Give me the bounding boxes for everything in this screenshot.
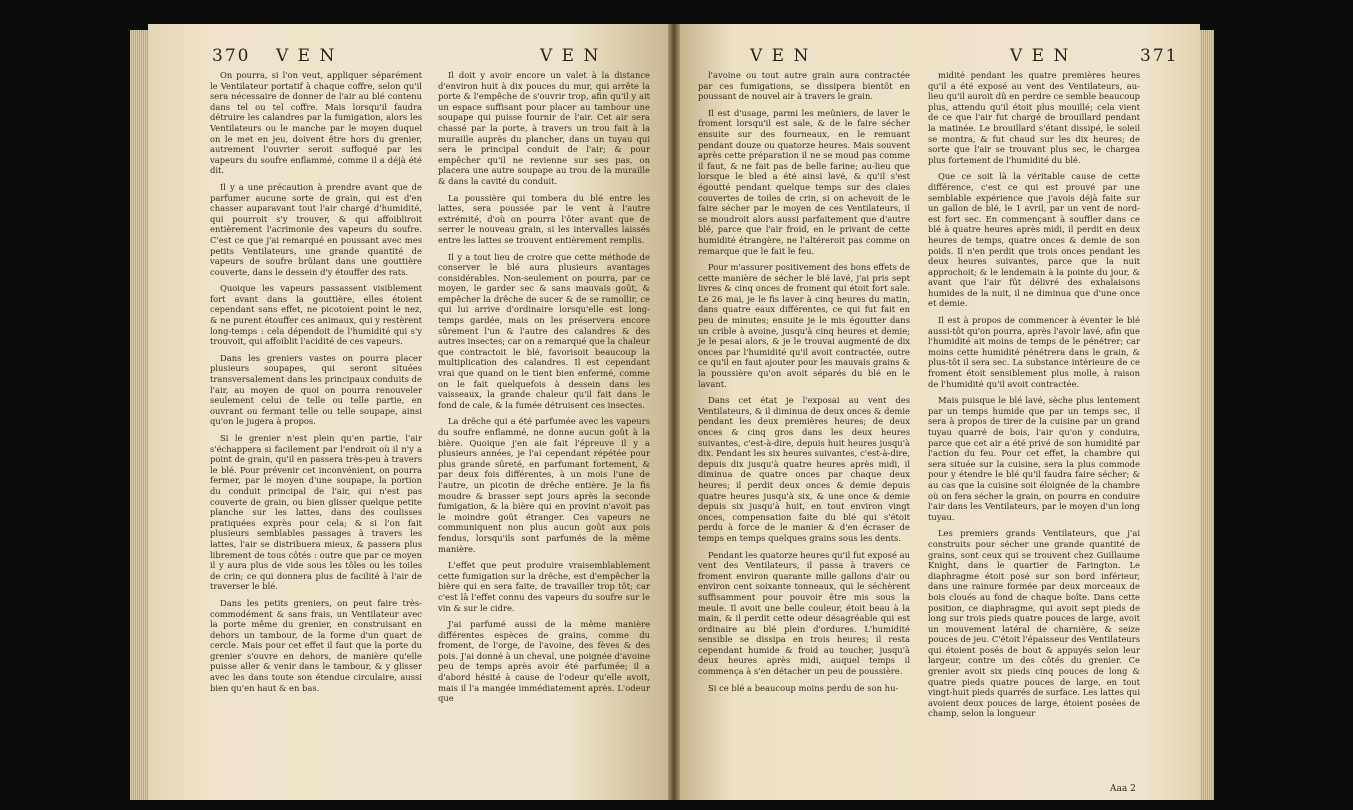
paragraph: Si ce blé a beaucoup moins perdu de son hu- <box>708 682 899 693</box>
paragraph: Dans les petits greniers, on peut faire très-commodément & sans frais, un Ventilateur avec la porte même du grenier, en construisant en dehors un tambour, de la forme d'un quart de cercle. Mais pour cet effet il faut que la porte du grenier s'ouvre en dehors, de manière qu'elle puisse aller & venir dans le tambour, & y glisser avec les dans toute son étendue circulaire, aussi bien qu'en haut & en bas. <box>210 597 422 693</box>
right-page-number: 371 <box>1140 46 1179 66</box>
paragraph: Il y a tout lieu de croire que cette méthode de conserver le blé aura plusieurs avantages considérables. Non-seulement on pourra, par ce moyen, le garder sec & sans mauvais goût, & empêcher la drêche de sucer & de se ramollir, ce qui lui arrive d'ordinaire lorsqu'elle est long-temps gardée, mais on les préservera encore sûrement l'un & l'autre des calandres & des autres insectes; car on a remarqué que la chaleur que contractoit le blé, favorisoit beaucoup la multiplication des calandres. Il est cependant vrai que quand on le tient bien enfermé, comme on le fait quelquefois à dessein dans les vaisseaux, la grande chaleur qu'il fait dans le fond de cale, & la fumée détruisent ces insectes. <box>438 251 650 410</box>
catchword: Aaa 2 <box>1110 784 1136 794</box>
page-edges-left <box>130 30 148 800</box>
paragraph: midité pendant les quatre premières heures qu'il a été exposé au vent des Ventilateurs, au-lieu qu'il auroit dû en perdre ce semble beaucoup plus, attendu qu'il étoit plus mouillé; cela vient de ce que l'air fut chargé de brouillard pendant la matinée. Le brouillard s'étant dissipé, le soleil se montra, & fut chaud sur les dix heures; de sorte que l'air se trouvant plus sec, le chargea plus fortement de l'humidité du blé. <box>928 70 1140 165</box>
paragraph: Si le grenier n'est plein qu'en partie, l'air s'échappera si facilement par l'endroit où il n'y a point de grain, qu'il en passera très-peu à travers le blé. Pour prévenir cet inconvénient, on pourra fermer, par le moyen d'une soupape, la portion du conduit principal de l'air, qui n'est pas couverte de grain, ou bien glisser quelque petite planche sur les lattes, dans des coulisses pratiquées exprès pour cela; & si l'on fait plusieurs semblables passages à travers les lattes, l'air se distribuera mieux, & passera plus librement de tous côtés : outre que par ce moyen il y aura plus de vide sous les tôles ou les toiles de crin; ce qui donnera plus de facilité à l'air de traverser le blé. <box>210 433 422 592</box>
open-book <box>148 24 1200 800</box>
left-running-head-2: V E N <box>540 46 601 66</box>
paragraph: Il est à propos de commencer à éventer le blé aussi-tôt qu'on pourra, après l'avoir lavé, afin que l'humidité ait moins de temps de le pénétrer; car moins cette humidité pénétrera dans le grain, & plus-tôt il sera sec. La substance intérieure de ce froment étoit sensiblement plus molle, à raison de l'humidité qu'il avoit contractée. <box>928 315 1140 389</box>
paragraph: J'ai parfumé aussi de la même manière différentes espèces de grains, comme du froment, de l'orge, de l'avoine, des fèves & des pois. J'ai donné à un cheval, une poignée d'avoine peu de temps après avoir été parfumée; il a d'abord hésité à cause de l'odeur qu'elle avoit, mais il l'a mangée immédiatement après. L'odeur que <box>438 619 650 704</box>
paragraph: Quoique les vapeurs passassent visiblement fort avant dans la gouttière, elles étoient cependant sans effet, ne picotoient point le nez, & ne purent étouffer ces animaux, qui y restèrent long-temps : cela dépendoit de l'humidité qui s'y trouvoit, qui affoiblit l'acidité de ces vapeurs. <box>210 283 422 347</box>
book-gutter <box>668 24 680 800</box>
left-column-1 <box>210 70 422 699</box>
paragraph: Dans les greniers vastes on pourra placer plusieurs soupapes, qui seront situées transversalement dans les principaux conduits de l'air, au moyen de quoi on pourra renouveler seulement celui de telle ou telle partie, en ouvrant ou fermant telle ou telle soupape, ainsi qu'on le jugera à propos. <box>210 352 422 427</box>
paragraph: l'avoine ou tout autre grain aura contractée par ces fumigations, se dissipera bientôt en poussant de nouvel air à travers le grain. <box>698 70 910 102</box>
paragraph: Il doit y avoir encore un valet à la distance d'environ huit à dix pouces du mur, qui arrête la porte & l'empêche de s'ouvrir trop, afin qu'il y ait un espace suffisant pour placer au tambour une soupape qui puisse fournir de l'air. Cet air sera chassé par la porte, à travers un trou fait à la muraille auprès du plancher, dans un tuyau qui sera le principal conduit de l'air; & pour empêcher qu'il ne revienne sur ses pas, on placera une autre soupape au trou de la muraille & dans la cavité du conduit. <box>438 70 650 186</box>
paragraph: Que ce soit là la véritable cause de cette différence, c'est ce qui est prouvé par une semblable expérience que j'avois déjà faite sur un gallon de blé, le 1 avril, par un vent de nord-est fort sec. En commençant à souffler dans ce blé à quatre heures après midi, il perdit en deux heures de temps, quatre onces & demie de son poids. Il n'en perdit que trois onces pendant les deux heures suivantes, parce que la nuit approchoit; & le lendemain à la pointe du jour, & avant que l'air fût délivré des exhalaisons humides de la nuit, il ne diminua que d'une once et demie. <box>928 171 1140 309</box>
paragraph: Mais puisque le blé lavé, sèche plus lentement par un temps humide que par un temps sec, il sera à propos de tirer de la cuisine par un grand tuyau quarré de bois, l'air qu'on y conduira, parce que cet air a été privé de son humidité par l'action du feu. Pour cet effet, la chambre qui sera située sur la cuisine, sera la plus commode pour y étendre le blé qu'il faudra faire sécher; & au cas que la cuisine soit éloignée de la chambre où on fera sécher la grain, on pourra en conduire l'air dans les Ventilateurs, par le moyen d'un long tuyau. <box>928 395 1140 522</box>
right-running-head-2: V E N <box>1010 46 1071 66</box>
left-page-number: 370 <box>212 46 251 66</box>
right-column-2 <box>928 70 1140 725</box>
paragraph: La drêche qui a été parfumée avec les vapeurs du soufre enflammé, ne donne aucun goût à la bière. Quoique j'en aie fait l'épreuve il y a plusieurs années, je l'ai cependant répétée pour plus grande sûreté, en parfumant fortement, & par deux fois différentes, à un mois l'une de l'autre, un picotin de drêche entière. Je la fis moudre & brasser sept jours après la seconde fumigation, & la bière qui en provint n'avoit pas le moindre goût étranger. Ces vapeurs ne communiquent non plus aucun goût aux pois fendus, lorsqu'ils sont parfumés de la même manière. <box>438 416 650 554</box>
right-column-1 <box>698 70 910 699</box>
paragraph: Les premiers grands Ventilateurs, que j'ai construits pour sécher une grande quantité de grains, sont ceux qui se trouvent chez Guillaume Knight, dans le quartier de Farington. Le diaphragme étoit posé sur son bord inférieur, dans une rainure formée par deux morceaux de bois cloués au fond de chaque boîte. Dans cette position, ce diaphragme, qui avoit sept pieds de long sur trois pieds quatre pouces de large, avoit un mouvement latéral de charnière, & seize pouces de jeu. C'étoit l'épaisseur des Ventilateurs qui étoient posés de bout & appuyés selon leur largeur, contre un des côtés du grenier. Ce grenier avoit six pieds cinq pouces de long & quatre pieds quatre pouces de large, en tout vingt-huit pieds quarrés de surface. Les lattes qui avoient deux pouces de large, étoient posées de champ, selon la longueur <box>928 528 1140 719</box>
right-page <box>680 24 1200 800</box>
paragraph: La poussière qui tombera du blé entre les lattes, sera poussée par le vent à l'autre extrémité, d'où on pourra l'ôter avant que de serrer le nouveau grain, si les intervalles laissés entre les lattes se trouvent entièrement remplis. <box>438 192 650 245</box>
paragraph: On pourra, si l'on veut, appliquer séparément le Ventilateur portatif à chaque coffre, selon qu'il sera nécessaire de donner de l'air au blé contenu dans tel ou tel coffre. Mais lorsqu'il faudra détruire les calandres par la fumigation, alors les Ventilateurs ou le manche par le moyen duquel on le met en jeu, doivent être hors du grenier, autrement l'ouvrier seroit suffoqué par les vapeurs du soufre enflammé, comme il a déjà été dit. <box>210 70 422 176</box>
left-running-head-1: V E N <box>276 46 337 66</box>
paragraph: Il est d'usage, parmi les meûniers, de laver le froment lorsqu'il est sale, & de le faire sécher ensuite sur des fourneaux, en le remuant pendant douze ou quatorze heures. Mais souvent après cette préparation il ne se moud pas comme il faut, & ne fait pas de belle farine; au-lieu que lorsque le bled a été ainsi lavé, & qu'il s'est égoutté pendant quelque temps sur des claies couvertes de toiles de crin, si on achevoit de le faire sécher par le moyen de ces Ventilateurs, il se moudroit alors aussi parfaitement que d'autre blé, parce que l'air froid, en le privant de cette humidité étrangère, ne l'altéreroit pas comme on remarque que le fait le feu. <box>698 107 910 256</box>
paragraph: Il y a une précaution à prendre avant que de parfumer aucune sorte de grain, qui est d'en chasser auparavant tout l'air chargé d'humidité, qui pourroit s'y trouver, & qui affoibliroit entièrement l'acrimonie des vapeurs du soufre. C'est ce que j'ai remarqué en poussant avec mes petits Ventilateurs, une grande quantité de vapeurs de soufre brûlant dans une gouttière couverte, dans le dessein d'y étouffer des rats. <box>210 181 422 277</box>
paragraph: L'effet que peut produire vraisemblablement cette fumigation sur la drêche, est d'empêcher la bière qui en sera faite, de travailler trop tôt; car c'est là l'effet connu des vapeurs du soufre sur le vin & sur le cidre. <box>438 560 650 613</box>
right-running-head-1: V E N <box>750 46 811 66</box>
page-edges-right <box>1200 30 1214 800</box>
left-page <box>148 24 668 800</box>
paragraph: Pour m'assurer positivement des bons effets de cette manière de sécher le blé lavé, j'ai pris sept livres & cinq onces de froment qui étoit fort sale. Le 26 mai, je le fis laver à cinq heures du matin, dans quatre eaux différentes, ce qui fut fait en peu de minutes; ensuite je le mis égoutter dans un crible à avoine, jusqu'à cinq heures et demie; je le pesai alors, & je le trouvai augmenté de dix onces par l'humidité qu'il avoit contractée, outre ce qu'il en faut ajouter pour les mauvais grains & la poussière qu'on avoit séparés du blé en le lavant. <box>698 262 910 389</box>
paragraph: Dans cet état je l'exposai au vent des Ventilateurs, & il diminua de deux onces & demie pendant les deux premières heures; de deux onces & cinq gros dans les deux heures suivantes, c'est-à-dire, depuis huit heures jusqu'à dix. Pendant les six heures suivantes, c'est-à-dire, depuis dix jusqu'à quatre heures après midi, il diminua de quatre onces par chaque deux heures; il perdit deux onces & demie depuis quatre heures jusqu'à six, & une once & demie depuis six jusqu'à huit, en tout environ vingt onces, compensation faite du blé qui s'étoit perdu à force de le manier & d'en écraser de temps en temps quelques grains sous les dents. <box>698 395 910 543</box>
paragraph: Pendant les quatorze heures qu'il fut exposé au vent des Ventilateurs, il passa à travers ce froment environ quarante mille gallons d'air ou environ cent soixante tonneaux, qui le séchèrent suffisamment pour pouvoir être mis sous la meule. Il avoit une belle couleur, étoit beau à la main, & il perdit cette odeur désagréable qui est ordinaire au blé plein d'ordures. L'humidité sensible se dissipa en trois heures; il resta cependant humide & froid au toucher, jusqu'à deux heures après midi, auquel temps il commença à s'en détacher un peu de poussière. <box>698 549 910 677</box>
left-column-2 <box>438 70 650 710</box>
